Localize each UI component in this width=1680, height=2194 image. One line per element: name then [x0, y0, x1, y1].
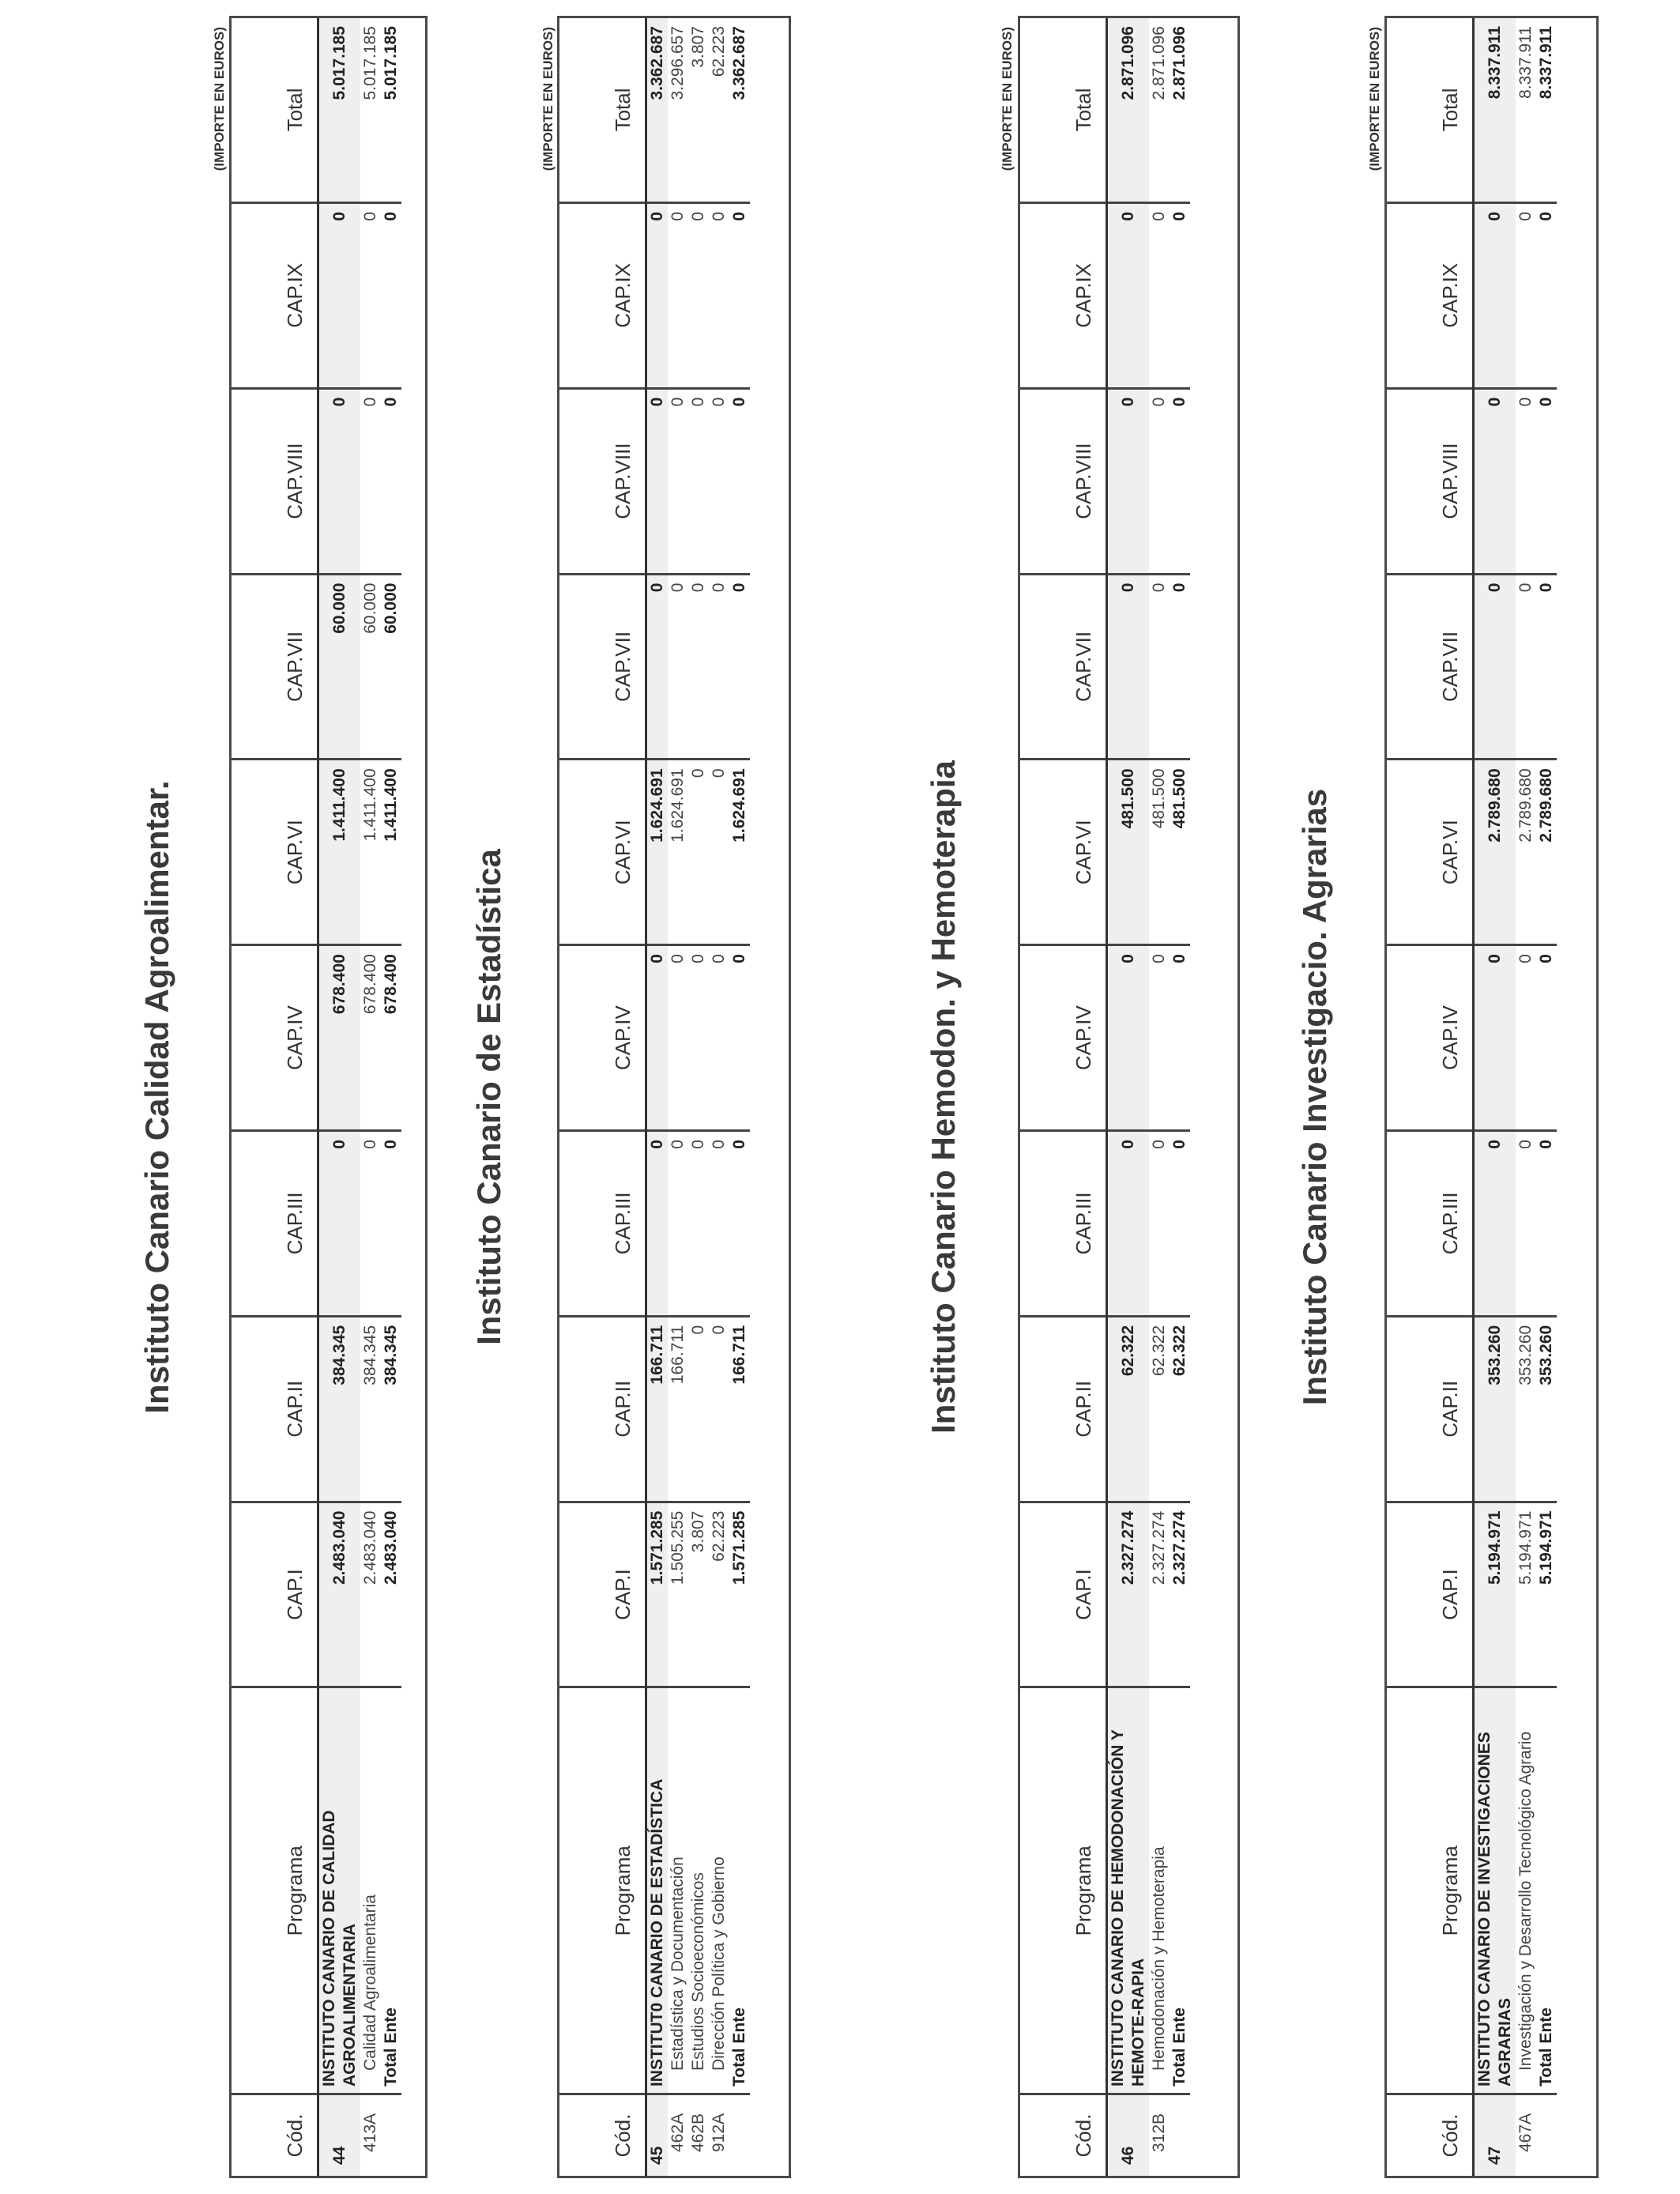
- table-frame: [557, 16, 791, 2178]
- column-header: CAP.I: [232, 1502, 318, 1687]
- column-header: CAP.II: [1020, 1316, 1107, 1502]
- cell-value: 0: [1536, 202, 1557, 388]
- cell-value: 3.362.687: [646, 18, 669, 202]
- row-program: INSTITUTO CANARIO DE INVESTIGACIONES AGRARIAS: [1474, 1687, 1516, 2094]
- table-row: [709, 18, 729, 2176]
- cell-value: 0: [646, 388, 669, 574]
- table-row: [1474, 18, 1516, 2176]
- row-program: Total Ente: [381, 1687, 401, 2094]
- cell-value: 1.571.285: [729, 1502, 750, 1687]
- column-header: Programa: [232, 1687, 318, 2094]
- row-code: [729, 2094, 750, 2176]
- cell-value: 384.345: [360, 1316, 381, 1502]
- column-header: Programa: [1020, 1687, 1107, 2094]
- column-header: CAP.IX: [559, 202, 646, 388]
- cell-value: 384.345: [381, 1316, 401, 1502]
- cell-value: 2.327.274: [1149, 1502, 1170, 1687]
- column-header: Programa: [1387, 1687, 1474, 2094]
- unit-label: (IMPORTE EN EUROS): [212, 27, 227, 172]
- column-header: CAP.VI: [559, 760, 646, 945]
- cell-value: 2.789.680: [1536, 760, 1557, 945]
- row-code: [1170, 2094, 1190, 2176]
- cell-value: 2.483.040: [381, 1502, 401, 1687]
- cell-value: 0: [381, 1131, 401, 1317]
- column-header: CAP.VIII: [1020, 388, 1107, 574]
- column-header: CAP.VII: [559, 574, 646, 760]
- cell-value: 60.000: [318, 574, 361, 760]
- cell-value: 353.260: [1474, 1316, 1516, 1502]
- cell-value: 0: [646, 945, 669, 1131]
- cell-value: 2.871.096: [1170, 18, 1190, 202]
- section-title: Instituto Canario de Estadística: [470, 849, 507, 1345]
- unit-label: (IMPORTE EN EUROS): [1367, 27, 1382, 172]
- cell-value: 0: [688, 1131, 709, 1317]
- cell-value: 0: [709, 202, 729, 388]
- cell-value: 0: [688, 202, 709, 388]
- column-header: CAP.VIII: [1387, 388, 1474, 574]
- table-row: [381, 18, 401, 2176]
- cell-value: 0: [1170, 1131, 1190, 1317]
- cell-value: 0: [688, 388, 709, 574]
- cell-value: 2.327.274: [1107, 1502, 1150, 1687]
- cell-value: 62.322: [1170, 1316, 1190, 1502]
- section-title: Instituto Canario Hemodon. y Hemoterapia: [925, 760, 962, 1434]
- column-header: Total: [1387, 18, 1474, 202]
- column-header: CAP.VII: [1020, 574, 1107, 760]
- cell-value: 0: [668, 1131, 688, 1317]
- cell-value: 0: [1149, 202, 1170, 388]
- cell-value: 0: [1536, 574, 1557, 760]
- cell-value: 62.322: [1149, 1316, 1170, 1502]
- budget-table: [1020, 18, 1190, 2176]
- cell-value: 0: [381, 388, 401, 574]
- cell-value: 2.789.680: [1474, 760, 1516, 945]
- cell-value: 3.296.657: [668, 18, 688, 202]
- cell-value: 0: [1170, 945, 1190, 1131]
- cell-value: 481.500: [1107, 760, 1150, 945]
- row-program: Investigación y Desarrollo Tecnológico Agrario: [1516, 1687, 1536, 2094]
- table-row: [1149, 18, 1170, 2176]
- cell-value: 0: [1107, 945, 1150, 1131]
- cell-value: 166.711: [668, 1316, 688, 1502]
- column-header: CAP.VII: [1387, 574, 1474, 760]
- cell-value: 2.871.096: [1149, 18, 1170, 202]
- cell-value: 0: [709, 574, 729, 760]
- cell-value: 62.322: [1107, 1316, 1150, 1502]
- row-program: Hemodonación y Hemoterapia: [1149, 1687, 1170, 2094]
- column-header: CAP.IV: [1020, 945, 1107, 1131]
- cell-value: 5.194.971: [1474, 1502, 1516, 1687]
- cell-value: 166.711: [729, 1316, 750, 1502]
- cell-value: 0: [668, 202, 688, 388]
- cell-value: 0: [381, 202, 401, 388]
- column-header: Cód.: [1387, 2094, 1474, 2176]
- column-header: CAP.II: [232, 1316, 318, 1502]
- cell-value: 0: [1474, 574, 1516, 760]
- table-row: [668, 18, 688, 2176]
- cell-value: 3.362.687: [729, 18, 750, 202]
- budget-table: [1387, 18, 1557, 2176]
- cell-value: 5.017.185: [360, 18, 381, 202]
- cell-value: 62.223: [709, 1502, 729, 1687]
- cell-value: 0: [688, 1316, 709, 1502]
- column-header: CAP.IX: [232, 202, 318, 388]
- cell-value: 0: [1536, 1131, 1557, 1317]
- row-program: Dirección Política y Gobierno: [709, 1687, 729, 2094]
- cell-value: 1.571.285: [646, 1502, 669, 1687]
- table-row: [360, 18, 381, 2176]
- row-code: 47: [1474, 2094, 1516, 2176]
- cell-value: 1.411.400: [360, 760, 381, 945]
- column-header: CAP.I: [559, 1502, 646, 1687]
- cell-value: 3.807: [688, 1502, 709, 1687]
- row-code: [1536, 2094, 1557, 2176]
- row-program: Total Ente: [729, 1687, 750, 2094]
- table-row: [1516, 18, 1536, 2176]
- cell-value: 1.624.691: [646, 760, 669, 945]
- column-header: Total: [1020, 18, 1107, 202]
- column-header: Total: [559, 18, 646, 202]
- cell-value: 678.400: [360, 945, 381, 1131]
- cell-value: 2.483.040: [360, 1502, 381, 1687]
- column-header: Cód.: [559, 2094, 646, 2176]
- cell-value: 0: [709, 1316, 729, 1502]
- column-header: CAP.VI: [1020, 760, 1107, 945]
- column-header: CAP.IX: [1020, 202, 1107, 388]
- row-code: 912A: [710, 2113, 728, 2152]
- cell-value: 8.337.911: [1474, 18, 1516, 202]
- cell-value: 0: [668, 388, 688, 574]
- cell-value: 481.500: [1170, 760, 1190, 945]
- cell-value: 0: [1170, 388, 1190, 574]
- cell-value: 0: [729, 1131, 750, 1317]
- cell-value: 5.017.185: [318, 18, 361, 202]
- cell-value: 5.194.971: [1516, 1502, 1536, 1687]
- cell-value: 0: [1536, 388, 1557, 574]
- column-header: CAP.III: [559, 1131, 646, 1317]
- column-header: CAP.I: [1387, 1502, 1474, 1687]
- cell-value: 2.327.274: [1170, 1502, 1190, 1687]
- cell-value: 0: [709, 388, 729, 574]
- cell-value: 5.017.185: [381, 18, 401, 202]
- cell-value: 0: [1149, 945, 1170, 1131]
- column-header: CAP.IV: [559, 945, 646, 1131]
- column-header: CAP.VIII: [232, 388, 318, 574]
- cell-value: 1.624.691: [668, 760, 688, 945]
- table-row: [318, 18, 361, 2176]
- cell-value: 0: [646, 574, 669, 760]
- cell-value: 8.337.911: [1516, 18, 1536, 202]
- cell-value: 8.337.911: [1536, 18, 1557, 202]
- cell-value: 0: [1474, 1131, 1516, 1317]
- cell-value: 0: [1516, 1131, 1536, 1317]
- cell-value: 0: [1149, 388, 1170, 574]
- column-header: CAP.IV: [232, 945, 318, 1131]
- budget-table: [559, 18, 750, 2176]
- header-row: [1020, 18, 1107, 2176]
- cell-value: 0: [1107, 574, 1150, 760]
- cell-value: 0: [360, 1131, 381, 1317]
- cell-value: 1.411.400: [381, 760, 401, 945]
- section-title: Instituto Canario Investigacio. Agrarias: [1296, 788, 1333, 1406]
- cell-value: 0: [1107, 202, 1150, 388]
- cell-value: 60.000: [360, 574, 381, 760]
- cell-value: 0: [1516, 574, 1536, 760]
- cell-value: 0: [668, 574, 688, 760]
- row-code: 45: [646, 2094, 669, 2176]
- cell-value: 0: [1474, 945, 1516, 1131]
- cell-value: 0: [668, 945, 688, 1131]
- cell-value: 1.505.255: [668, 1502, 688, 1687]
- header-row: [1387, 18, 1474, 2176]
- column-header: Cód.: [232, 2094, 318, 2176]
- cell-value: 0: [646, 202, 669, 388]
- row-code: 44: [318, 2094, 361, 2176]
- cell-value: 0: [1107, 388, 1150, 574]
- cell-value: 166.711: [646, 1316, 669, 1502]
- cell-value: 353.260: [1536, 1316, 1557, 1502]
- cell-value: 0: [318, 1131, 361, 1317]
- cell-value: 5.194.971: [1536, 1502, 1557, 1687]
- cell-value: 678.400: [381, 945, 401, 1131]
- column-header: CAP.III: [1387, 1131, 1474, 1317]
- row-code: 462A: [669, 2113, 687, 2152]
- table-row: [729, 18, 750, 2176]
- cell-value: 0: [729, 202, 750, 388]
- cell-value: 60.000: [381, 574, 401, 760]
- row-code: 312B: [1150, 2113, 1168, 2152]
- row-program: Calidad Agroalimentaria: [360, 1687, 381, 2094]
- cell-value: 0: [360, 388, 381, 574]
- cell-value: 0: [1170, 202, 1190, 388]
- column-header: CAP.VI: [232, 760, 318, 945]
- cell-value: 0: [318, 202, 361, 388]
- column-header: CAP.IV: [1387, 945, 1474, 1131]
- cell-value: 0: [1474, 202, 1516, 388]
- cell-value: 0: [688, 760, 709, 945]
- cell-value: 0: [1516, 388, 1536, 574]
- budget-table: [232, 18, 401, 2176]
- column-header: CAP.VIII: [559, 388, 646, 574]
- cell-value: 0: [1149, 1131, 1170, 1317]
- row-code: [381, 2094, 401, 2176]
- cell-value: 481.500: [1149, 760, 1170, 945]
- row-code: 462B: [689, 2113, 707, 2152]
- cell-value: 1.411.400: [318, 760, 361, 945]
- cell-value: 0: [688, 574, 709, 760]
- column-header: CAP.IX: [1387, 202, 1474, 388]
- row-program: INSTITUTO CANARIO DE HEMODONACIÓN Y HEMOTE-RAPIA: [1107, 1687, 1150, 2094]
- column-header: Programa: [559, 1687, 646, 2094]
- cell-value: 0: [709, 1131, 729, 1317]
- cell-value: 2.789.680: [1516, 760, 1536, 945]
- row-program: Total Ente: [1536, 1687, 1557, 2094]
- row-program: Total Ente: [1170, 1687, 1190, 2094]
- unit-label: (IMPORTE EN EUROS): [541, 27, 556, 172]
- cell-value: 1.624.691: [729, 760, 750, 945]
- table-row: [646, 18, 669, 2176]
- unit-label: (IMPORTE EN EUROS): [1000, 27, 1015, 172]
- cell-value: 353.260: [1516, 1316, 1536, 1502]
- header-row: [232, 18, 318, 2176]
- cell-value: 0: [729, 945, 750, 1131]
- column-header: CAP.VII: [232, 574, 318, 760]
- row-program: Estudios Socioeconómicos: [688, 1687, 709, 2094]
- row-code: 413A: [361, 2113, 379, 2152]
- cell-value: 0: [360, 202, 381, 388]
- column-header: CAP.I: [1020, 1502, 1107, 1687]
- table-row: [1107, 18, 1150, 2176]
- cell-value: 3.807: [688, 18, 709, 202]
- table-frame: [229, 16, 428, 2178]
- table-frame: [1384, 16, 1599, 2178]
- cell-value: 0: [1536, 945, 1557, 1131]
- cell-value: 2.483.040: [318, 1502, 361, 1687]
- cell-value: 0: [1516, 202, 1536, 388]
- cell-value: 0: [646, 1131, 669, 1317]
- row-program: INSTITUT0 CANARIO DE ESTADÍSTICA: [646, 1687, 669, 2094]
- cell-value: 384.345: [318, 1316, 361, 1502]
- table-frame: [1018, 16, 1240, 2178]
- row-program: INSTITUTO CANARIO DE CALIDAD AGROALIMENTARIA: [318, 1687, 361, 2094]
- cell-value: 0: [1516, 945, 1536, 1131]
- cell-value: 0: [688, 945, 709, 1131]
- cell-value: 0: [709, 760, 729, 945]
- header-row: [559, 18, 646, 2176]
- column-header: CAP.VI: [1387, 760, 1474, 945]
- table-row: [1536, 18, 1557, 2176]
- cell-value: 0: [709, 945, 729, 1131]
- table-row: [688, 18, 709, 2176]
- table-row: [1170, 18, 1190, 2176]
- cell-value: 0: [318, 388, 361, 574]
- cell-value: 0: [1170, 574, 1190, 760]
- row-code: 467A: [1516, 2113, 1535, 2152]
- cell-value: 0: [729, 388, 750, 574]
- column-header: Total: [232, 18, 318, 202]
- column-header: CAP.III: [1020, 1131, 1107, 1317]
- row-program: Estadística y Documentación: [668, 1687, 688, 2094]
- cell-value: 0: [1149, 574, 1170, 760]
- column-header: CAP.III: [232, 1131, 318, 1317]
- section-title: Instituto Canario Calidad Agroalimentar.: [138, 780, 175, 1414]
- column-header: CAP.II: [1387, 1316, 1474, 1502]
- cell-value: 0: [729, 574, 750, 760]
- cell-value: 0: [1107, 1131, 1150, 1317]
- cell-value: 2.871.096: [1107, 18, 1150, 202]
- cell-value: 62.223: [709, 18, 729, 202]
- row-code: 46: [1107, 2094, 1150, 2176]
- column-header: CAP.II: [559, 1316, 646, 1502]
- cell-value: 678.400: [318, 945, 361, 1131]
- cell-value: 0: [1474, 388, 1516, 574]
- column-header: Cód.: [1020, 2094, 1107, 2176]
